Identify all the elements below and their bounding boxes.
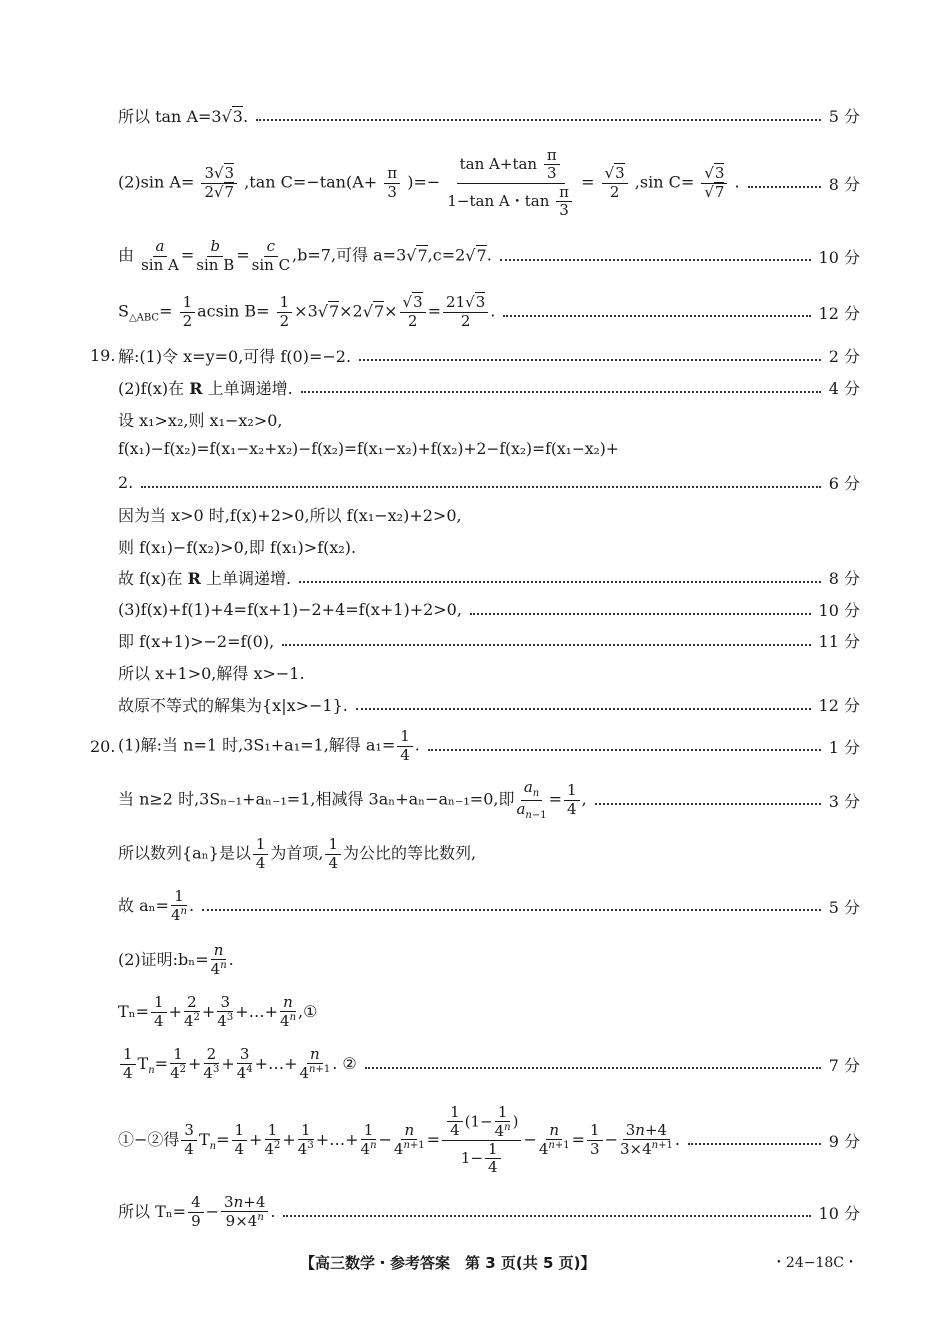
q19-line-11: 所以 x+1>0,解得 x>−1.: [118, 664, 305, 683]
q20-line-8: ①−②得 $\frac{3}{4}$ $T_n=$ $\frac{1}{4}$ + $\frac{1}{4^2}$ + $\frac{1}{4^3}$ +…+ $\frac{1}{4^n}$ − $\frac{n}{4^{n+1}}$ = $\frac{1}{4}$ (1− $\frac{1}{4^n}$ ) 1− $\frac{1}{4}$ − $\frac{n}{4^{n+1}}$ = $\frac{1}{3}$ − $\frac{3n+4}{3\times 4^{n+1}}$ . 9 分: [118, 1102, 860, 1177]
q18-line-3: 由 $\frac{a}{\text{sin A}}$ = $\frac{b}{\text{sin B}}$ = $\frac{c}{\text{sin C}}$ ,b=7,可得 a=3√ 7,c=2√ 7. 10 分: [118, 236, 860, 276]
q20-line-6: Tₙ= $\frac{1}{4}$ + $\frac{2}{4^2}$ + $\frac{3}{4^3}$ +…+ $\frac{n}{4^n}$ ,①: [118, 992, 318, 1030]
q19-line-5: 2. 6 分: [118, 473, 860, 493]
q19-line-7: 则 f(x₁)−f(x₂)>0,即 f(x₁)>f(x₂).: [118, 538, 357, 557]
q18-line-1: 所以 tan A=3√ 3. 5 分: [118, 104, 860, 127]
q19-line-1: 19. 解:(1)令 x=y=0,可得 f(0)=−2. 2 分: [90, 346, 860, 366]
q20-line-4: 故 aₙ= $\frac{1}{4^n}$ . 5 分: [118, 886, 860, 924]
q19-line-3: 设 x₁>x₂,则 x₁−x₂>0,: [118, 411, 283, 430]
q19-line-2: (2)f(x)在 R 上单调递增. 4 分: [118, 379, 860, 398]
q20-line-1: 20. (1)解:当 n=1 时,3S₁+a₁=1,解得 a₁= $\frac{1}{4}$ . 1 分: [90, 727, 860, 764]
q20-line-3: 所以数列{aₙ}是以 $\frac{1}{4}$ 为首项, $\frac{1}{4}$ 为公比的等比数列,: [118, 835, 477, 872]
page-footer: [0, 1252, 950, 1276]
footer-title: 【高三数学・参考答案 第 3 页(共 5 页)】: [300, 1254, 596, 1272]
q20-line-2: 当 n≥2 时,3Sₙ₋₁+aₙ₋₁=1,相减得 3aₙ+aₙ−aₙ₋₁=0,即 $\frac{a_n}{a_{n-1}}$ = $\frac{1}{4}$ , 3 分: [118, 778, 860, 821]
footer-code: ・24−18C・: [771, 1255, 858, 1271]
q20-line-5: (2)证明:bₙ= $\frac{n}{4^n}$ .: [118, 940, 234, 978]
q19-line-6: 因为当 x>0 时,f(x)+2>0,所以 f(x₁−x₂)+2>0,: [118, 506, 462, 525]
q20-line-9: 所以 Tₙ= $\frac{4}{9}$ − $\frac{3n+4}{9\times 4^n}$ . 10 分: [118, 1192, 860, 1230]
q19-line-8: 故 f(x)在 R 上单调递增. 8 分: [118, 569, 860, 588]
q19-line-10: 即 f(x+1)>−2=f(0), 11 分: [118, 632, 860, 651]
q20-line-7: $\frac{1}{4}$ $T_n=$ $\frac{1}{4^2}$ + $\frac{2}{4^3}$ + $\frac{3}{4^4}$ +…+ $\frac{n}{4^{n+1}}$ . ② 7 分: [118, 1044, 860, 1084]
q18-line-4: $S_{\triangle ABC}=$ $\frac{1}{2}$ acsin B= $\frac{1}{2}$ ×3√ 7×2√ 7× √ $\frac{3}{2}$ = $\frac{21√ 3}{2}$ . 12 分: [118, 292, 860, 332]
q19-line-4: f(x₁)−f(x₂)=f(x₁−x₂+x₂)−f(x₂)=f(x₁−x₂)+f(x₂)+2−f(x₂)=f(x₁−x₂)+: [118, 440, 619, 458]
q19-line-9: (3)f(x)+f(1)+4=f(x+1)−2+4=f(x+1)+2>0, 10 分: [118, 600, 860, 620]
q19-line-12: 故原不等式的解集为{x|x>−1}. 12 分: [118, 696, 860, 715]
q18-line-2: (2)sin A= $\frac{3√ 3}{2√ 7}$ ,tan C=−tan(A+ $\frac{\pi}{3}$ )=− tan A+tan $\frac{\pi}{3}$ 1−tan A・tan $\frac{\pi}{3}$ = √ $\frac{3}{2}$ ,sin C= √ 3 √ 7 . 8 分: [118, 148, 860, 218]
